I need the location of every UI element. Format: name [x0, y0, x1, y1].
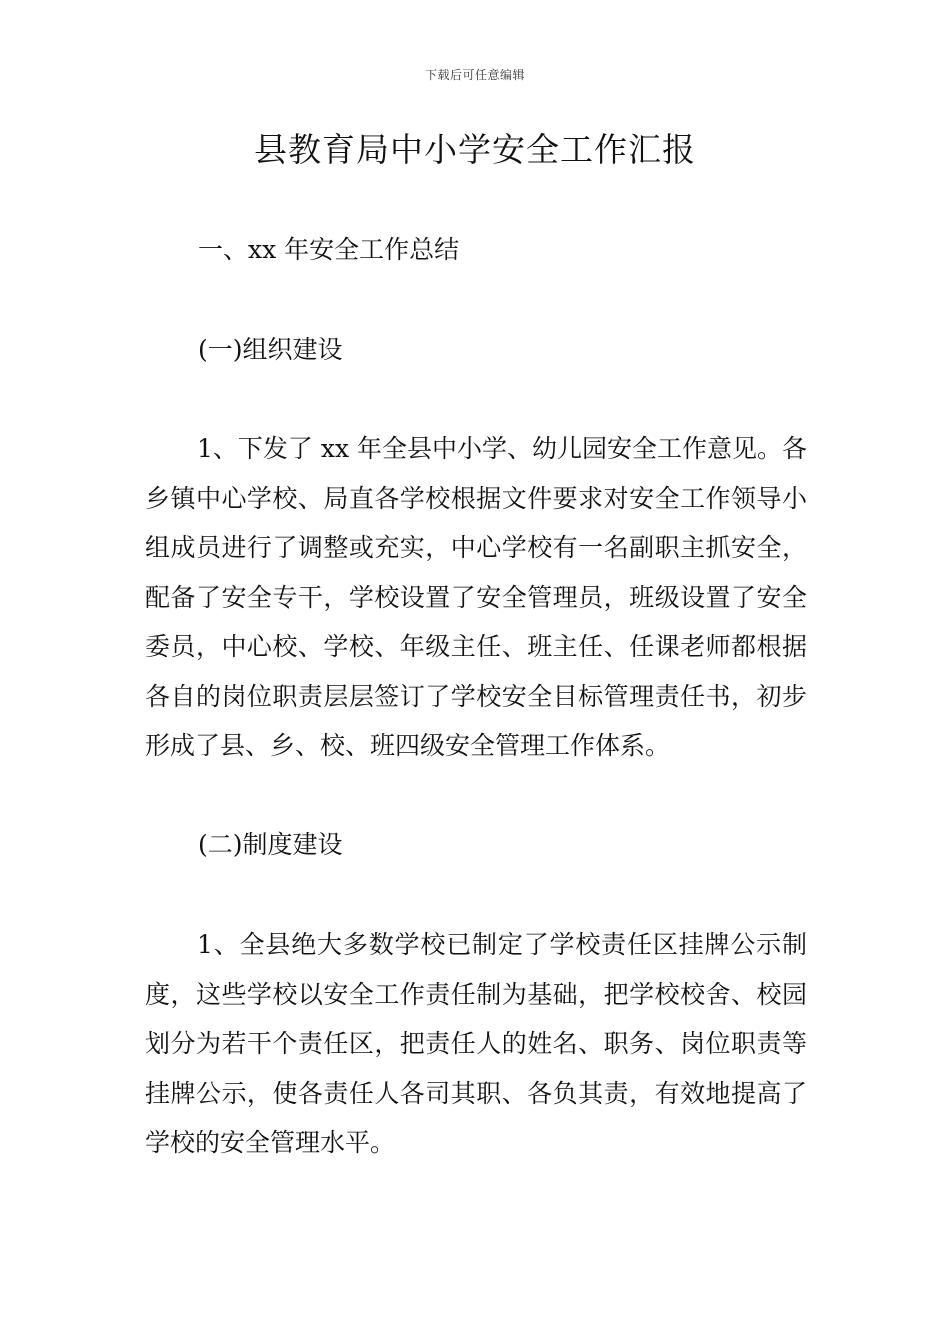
- subheading-system: (二)制度建设: [198, 830, 343, 859]
- paragraph-organization: 1、下发了 xx 年全县中小学、幼儿园安全工作意见。各乡镇中心学校、局直各学校根据文件要求对安全工作领导小组成员进行了调整或充实，中心学校有一名副职主抓安全，配备了安全专干，学校设置了安全管理员，班级设置了安全委员，中心校、学校、年级主任、班主任、任课老师都根据各自的岗位职责层层签订了学校安全目标管理责任书，初步形成了县、乡、校、班四级安全管理工作体系。: [145, 434, 807, 760]
- document-title: 县教育局中小学安全工作汇报: [254, 130, 696, 169]
- paragraph-system: 1、全县绝大多数学校已制定了学校责任区挂牌公示制度，这些学校以安全工作责任制为基础，把学校校舍、校园划分为若干个责任区，把责任人的姓名、职务、岗位职责等挂牌公示，使各责任人各司其职、各负其责，有效地提高了学校的安全管理水平。: [145, 930, 807, 1157]
- header-note: 下载后可任意编辑: [424, 68, 525, 82]
- section-heading-summary: 一、xx 年安全工作总结: [198, 235, 460, 264]
- subheading-organization: (一)组织建设: [198, 335, 343, 364]
